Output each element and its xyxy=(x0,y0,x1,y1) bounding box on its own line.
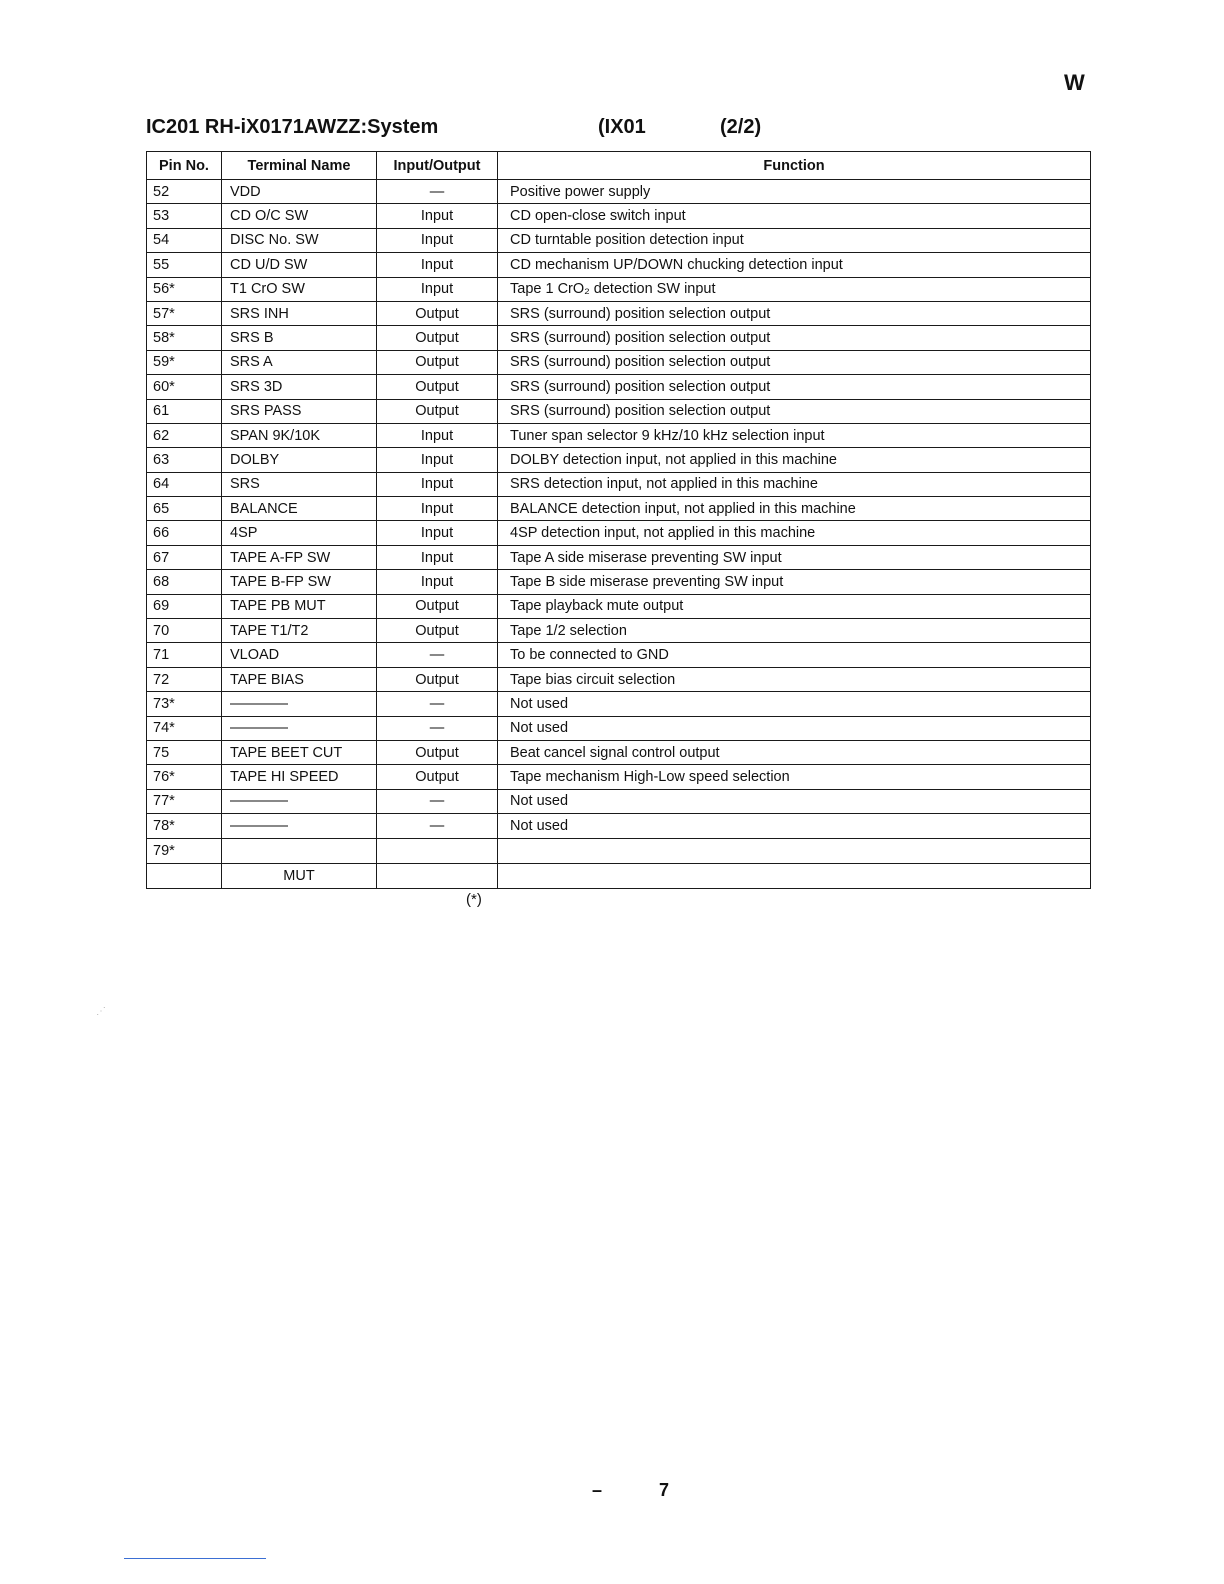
function-cell: Tape B side miserase preventing SW input xyxy=(498,570,1091,594)
pin-cell: 64 xyxy=(147,472,222,496)
pin-cell: 62 xyxy=(147,423,222,447)
io-cell: Input xyxy=(377,497,498,521)
table-row xyxy=(147,692,1091,716)
pin-cell: 66 xyxy=(147,521,222,545)
pin-cell: 70 xyxy=(147,619,222,643)
io-cell: Input xyxy=(377,204,498,228)
pin-cell: 65 xyxy=(147,497,222,521)
io-cell: Output xyxy=(377,619,498,643)
pin-cell: 60* xyxy=(147,375,222,399)
function-cell: BALANCE detection input, not applied in this machine xyxy=(498,497,1091,521)
terminal-name-cell: CD O/C SW xyxy=(222,204,377,228)
pin-cell: 69 xyxy=(147,594,222,618)
corner-mark: W xyxy=(1064,70,1085,95)
terminal-name-cell: CD U/D SW xyxy=(222,253,377,277)
table-row xyxy=(147,789,1091,813)
terminal-name-cell: TAPE BIAS xyxy=(222,667,377,691)
table-row xyxy=(147,545,1091,569)
table-row xyxy=(147,277,1091,301)
io-cell: Output xyxy=(377,350,498,374)
pin-cell: 55 xyxy=(147,253,222,277)
terminal-name-cell: DOLBY xyxy=(222,448,377,472)
table-row xyxy=(147,399,1091,423)
terminal-name-cell: TAPE HI SPEED xyxy=(222,765,377,789)
table-row xyxy=(147,716,1091,740)
function-cell: Not used xyxy=(498,814,1091,838)
terminal-name-cell: MUT xyxy=(222,863,377,888)
terminal-name-cell: TAPE PB MUT xyxy=(222,594,377,618)
header-function: Function xyxy=(498,152,1091,180)
io-cell: Output xyxy=(377,399,498,423)
io-cell: Output xyxy=(377,667,498,691)
table-row xyxy=(147,838,1091,863)
function-cell: SRS (surround) position selection output xyxy=(498,326,1091,350)
pin-cell: 71 xyxy=(147,643,222,667)
io-cell: — xyxy=(377,692,498,716)
asterisk-note: (*) xyxy=(466,891,482,908)
table-row xyxy=(147,375,1091,399)
table-row xyxy=(147,497,1091,521)
function-cell: Not used xyxy=(498,692,1091,716)
function-cell: CD open-close switch input xyxy=(498,204,1091,228)
pin-cell: 75 xyxy=(147,740,222,764)
io-cell: Output xyxy=(377,301,498,325)
table-row xyxy=(147,472,1091,496)
table-row xyxy=(147,765,1091,789)
table-row xyxy=(147,228,1091,252)
function-cell: Tape 1 CrO₂ detection SW input xyxy=(498,277,1091,301)
terminal-name-cell: ———— xyxy=(222,692,377,716)
table-row xyxy=(147,253,1091,277)
pin-cell: 61 xyxy=(147,399,222,423)
pin-cell: 67 xyxy=(147,545,222,569)
pin-cell: 59* xyxy=(147,350,222,374)
terminal-name-cell: VDD xyxy=(222,180,377,204)
terminal-name-cell: SRS INH xyxy=(222,301,377,325)
io-cell: Output xyxy=(377,326,498,350)
pin-cell: 58* xyxy=(147,326,222,350)
pin-cell: 57* xyxy=(147,301,222,325)
function-cell xyxy=(498,838,1091,863)
terminal-name-cell: 4SP xyxy=(222,521,377,545)
io-cell: Input xyxy=(377,472,498,496)
table-row xyxy=(147,350,1091,374)
title-ic-code: (IX01 xyxy=(598,116,646,138)
function-cell: Tape bias circuit selection xyxy=(498,667,1091,691)
function-cell: To be connected to GND xyxy=(498,643,1091,667)
pin-cell: 72 xyxy=(147,667,222,691)
scan-speck: ⋰ xyxy=(96,1006,106,1017)
terminal-name-cell: TAPE B-FP SW xyxy=(222,570,377,594)
io-cell: Input xyxy=(377,448,498,472)
function-cell: Tuner span selector 9 kHz/10 kHz selection input xyxy=(498,423,1091,447)
pin-cell: 78* xyxy=(147,814,222,838)
terminal-name-cell: ———— xyxy=(222,789,377,813)
io-cell: Input xyxy=(377,253,498,277)
function-cell: Tape 1/2 selection xyxy=(498,619,1091,643)
io-cell: Input xyxy=(377,277,498,301)
function-cell: Tape A side miserase preventing SW input xyxy=(498,545,1091,569)
table-row xyxy=(147,619,1091,643)
pin-function-table xyxy=(146,151,1091,889)
pin-cell: 54 xyxy=(147,228,222,252)
table-row xyxy=(147,423,1091,447)
pin-cell: 77* xyxy=(147,789,222,813)
terminal-name-cell: ———— xyxy=(222,716,377,740)
io-cell: Output xyxy=(377,765,498,789)
terminal-name-cell: T1 CrO SW xyxy=(222,277,377,301)
pin-cell: 63 xyxy=(147,448,222,472)
pin-cell xyxy=(147,863,222,888)
table-row xyxy=(147,301,1091,325)
title-part-indicator: (2/2) xyxy=(720,116,762,138)
pin-cell: 53 xyxy=(147,204,222,228)
io-cell: — xyxy=(377,716,498,740)
table-header-row xyxy=(147,152,1091,180)
pin-cell: 74* xyxy=(147,716,222,740)
io-cell: — xyxy=(377,643,498,667)
pin-cell: 52 xyxy=(147,180,222,204)
terminal-name-cell: BALANCE xyxy=(222,497,377,521)
table-row xyxy=(147,594,1091,618)
pin-cell: 73* xyxy=(147,692,222,716)
function-cell: SRS (surround) position selection output xyxy=(498,350,1091,374)
header-pin-no: Pin No. xyxy=(147,152,222,180)
title-ic-name: IC201 RH-iX0171AWZZ:System xyxy=(146,116,439,138)
terminal-name-cell: SRS A xyxy=(222,350,377,374)
table-row xyxy=(147,326,1091,350)
function-cell: Not used xyxy=(498,789,1091,813)
header-terminal-name: Terminal Name xyxy=(222,152,377,180)
terminal-name-cell: SRS B xyxy=(222,326,377,350)
table-row xyxy=(147,863,1091,888)
table-row xyxy=(147,740,1091,764)
io-cell: Input xyxy=(377,545,498,569)
function-cell: Tape playback mute output xyxy=(498,594,1091,618)
function-cell: Beat cancel signal control output xyxy=(498,740,1091,764)
header-input-output: Input/Output xyxy=(377,152,498,180)
terminal-name-cell xyxy=(222,838,377,863)
table-row xyxy=(147,521,1091,545)
table-row xyxy=(147,180,1091,204)
table-row xyxy=(147,814,1091,838)
io-cell: — xyxy=(377,789,498,813)
terminal-name-cell: ———— xyxy=(222,814,377,838)
terminal-name-cell: TAPE T1/T2 xyxy=(222,619,377,643)
table-body xyxy=(147,180,1091,889)
table-row xyxy=(147,570,1091,594)
io-cell: Input xyxy=(377,423,498,447)
function-cell: 4SP detection input, not applied in this machine xyxy=(498,521,1091,545)
pin-cell: 68 xyxy=(147,570,222,594)
io-cell: — xyxy=(377,180,498,204)
terminal-name-cell: SRS PASS xyxy=(222,399,377,423)
table-row xyxy=(147,448,1091,472)
io-cell: Output xyxy=(377,594,498,618)
function-cell: SRS (surround) position selection output xyxy=(498,375,1091,399)
io-cell: Input xyxy=(377,228,498,252)
io-cell xyxy=(377,838,498,863)
pin-cell: 56* xyxy=(147,277,222,301)
terminal-name-cell: TAPE BEET CUT xyxy=(222,740,377,764)
function-cell: SRS detection input, not applied in this machine xyxy=(498,472,1091,496)
page-number: – 7 xyxy=(592,1480,696,1500)
terminal-name-cell: SPAN 9K/10K xyxy=(222,423,377,447)
function-cell: SRS (surround) position selection output xyxy=(498,301,1091,325)
io-cell: Input xyxy=(377,521,498,545)
table-row xyxy=(147,643,1091,667)
function-cell: SRS (surround) position selection output xyxy=(498,399,1091,423)
terminal-name-cell: SRS xyxy=(222,472,377,496)
table-row xyxy=(147,204,1091,228)
function-cell: Tape mechanism High-Low speed selection xyxy=(498,765,1091,789)
bottom-rule xyxy=(124,1558,266,1559)
terminal-name-cell: VLOAD xyxy=(222,643,377,667)
pin-cell: 79* xyxy=(147,838,222,863)
io-cell: Input xyxy=(377,570,498,594)
function-cell xyxy=(498,863,1091,888)
function-cell: CD mechanism UP/DOWN chucking detection input xyxy=(498,253,1091,277)
io-cell: — xyxy=(377,814,498,838)
io-cell: Output xyxy=(377,375,498,399)
function-cell: CD turntable position detection input xyxy=(498,228,1091,252)
io-cell: Output xyxy=(377,740,498,764)
io-cell xyxy=(377,863,498,888)
terminal-name-cell: SRS 3D xyxy=(222,375,377,399)
terminal-name-cell: DISC No. SW xyxy=(222,228,377,252)
function-cell: DOLBY detection input, not applied in this machine xyxy=(498,448,1091,472)
terminal-name-cell: TAPE A-FP SW xyxy=(222,545,377,569)
function-cell: Positive power supply xyxy=(498,180,1091,204)
pin-cell: 76* xyxy=(147,765,222,789)
table-row xyxy=(147,667,1091,691)
function-cell: Not used xyxy=(498,716,1091,740)
